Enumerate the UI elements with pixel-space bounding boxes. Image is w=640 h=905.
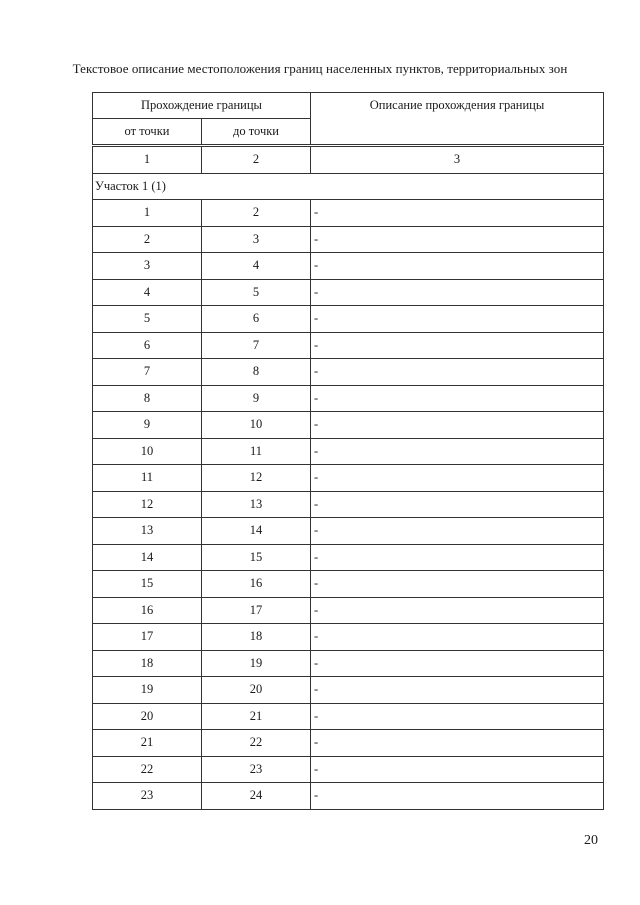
to-point-cell: 19: [202, 650, 311, 677]
from-point-cell: 14: [93, 544, 202, 571]
description-cell: -: [311, 650, 604, 677]
boundary-table-header: [92, 92, 604, 145]
page-title: Текстовое описание местоположения границ населенных пунктов, территориальных зон: [72, 61, 568, 76]
table-row: [93, 253, 604, 280]
table-row: [93, 624, 604, 651]
description-cell: -: [311, 412, 604, 439]
table-row: [93, 332, 604, 359]
column-number: 2: [202, 147, 311, 174]
table-row: [93, 359, 604, 386]
from-point-cell: 16: [93, 597, 202, 624]
to-point-cell: 7: [202, 332, 311, 359]
description-cell: -: [311, 306, 604, 333]
to-point-cell: 22: [202, 730, 311, 757]
description-cell: -: [311, 544, 604, 571]
from-point-cell: 7: [93, 359, 202, 386]
from-point-cell: 23: [93, 783, 202, 810]
description-cell: -: [311, 359, 604, 386]
table-row: [93, 438, 604, 465]
from-point-cell: 19: [93, 677, 202, 704]
table-row: [93, 465, 604, 492]
table-row: [93, 226, 604, 253]
section-row: [93, 173, 604, 200]
from-point-cell: 11: [93, 465, 202, 492]
description-cell: -: [311, 730, 604, 757]
from-point-header: от точки: [93, 119, 202, 145]
table-row: [93, 571, 604, 598]
to-point-cell: 5: [202, 279, 311, 306]
from-point-cell: 12: [93, 491, 202, 518]
to-point-cell: 10: [202, 412, 311, 439]
to-point-cell: 3: [202, 226, 311, 253]
table-row: [93, 677, 604, 704]
table-row: [93, 783, 604, 810]
from-point-cell: 21: [93, 730, 202, 757]
table-row: [93, 412, 604, 439]
description-cell: -: [311, 438, 604, 465]
table-row: [93, 279, 604, 306]
table-row: [93, 385, 604, 412]
description-cell: -: [311, 491, 604, 518]
to-point-cell: 12: [202, 465, 311, 492]
page-number: 20: [584, 833, 598, 848]
description-cell: -: [311, 597, 604, 624]
column-number: 1: [93, 147, 202, 174]
to-point-header: до точки: [202, 119, 311, 145]
description-cell: -: [311, 518, 604, 545]
boundary-passage-header: Прохождение границы: [93, 93, 311, 119]
description-cell: -: [311, 571, 604, 598]
to-point-cell: 21: [202, 703, 311, 730]
table-row: [93, 518, 604, 545]
to-point-cell: 15: [202, 544, 311, 571]
description-cell: -: [311, 677, 604, 704]
to-point-cell: 9: [202, 385, 311, 412]
to-point-cell: 17: [202, 597, 311, 624]
to-point-cell: 4: [202, 253, 311, 280]
to-point-cell: 6: [202, 306, 311, 333]
column-number-row: [93, 147, 604, 174]
table-row: [93, 703, 604, 730]
from-point-cell: 10: [93, 438, 202, 465]
description-cell: -: [311, 279, 604, 306]
table-row: [93, 730, 604, 757]
to-point-cell: 20: [202, 677, 311, 704]
from-point-cell: 18: [93, 650, 202, 677]
to-point-cell: 23: [202, 756, 311, 783]
description-cell: -: [311, 332, 604, 359]
description-cell: -: [311, 385, 604, 412]
table-row: [93, 597, 604, 624]
table-row: [93, 544, 604, 571]
from-point-cell: 22: [93, 756, 202, 783]
from-point-cell: 20: [93, 703, 202, 730]
to-point-cell: 18: [202, 624, 311, 651]
boundary-table: [92, 146, 604, 810]
from-point-cell: 6: [93, 332, 202, 359]
to-point-cell: 2: [202, 200, 311, 227]
description-cell: -: [311, 756, 604, 783]
to-point-cell: 11: [202, 438, 311, 465]
description-cell: -: [311, 226, 604, 253]
table-row: [93, 756, 604, 783]
from-point-cell: 15: [93, 571, 202, 598]
description-cell: -: [311, 200, 604, 227]
description-cell: -: [311, 703, 604, 730]
to-point-cell: 14: [202, 518, 311, 545]
to-point-cell: 13: [202, 491, 311, 518]
from-point-cell: 5: [93, 306, 202, 333]
from-point-cell: 3: [93, 253, 202, 280]
column-number: 3: [311, 147, 604, 174]
table-row: [93, 650, 604, 677]
from-point-cell: 9: [93, 412, 202, 439]
to-point-cell: 16: [202, 571, 311, 598]
table-row: [93, 306, 604, 333]
description-cell: -: [311, 624, 604, 651]
description-header: Описание прохождения границы: [311, 93, 604, 145]
from-point-cell: 8: [93, 385, 202, 412]
table-row: [93, 200, 604, 227]
from-point-cell: 13: [93, 518, 202, 545]
to-point-cell: 8: [202, 359, 311, 386]
from-point-cell: 2: [93, 226, 202, 253]
to-point-cell: 24: [202, 783, 311, 810]
section-label: Участок 1 (1): [93, 173, 604, 200]
description-cell: -: [311, 253, 604, 280]
from-point-cell: 1: [93, 200, 202, 227]
from-point-cell: 17: [93, 624, 202, 651]
table-row: [93, 491, 604, 518]
description-cell: -: [311, 783, 604, 810]
from-point-cell: 4: [93, 279, 202, 306]
description-cell: -: [311, 465, 604, 492]
